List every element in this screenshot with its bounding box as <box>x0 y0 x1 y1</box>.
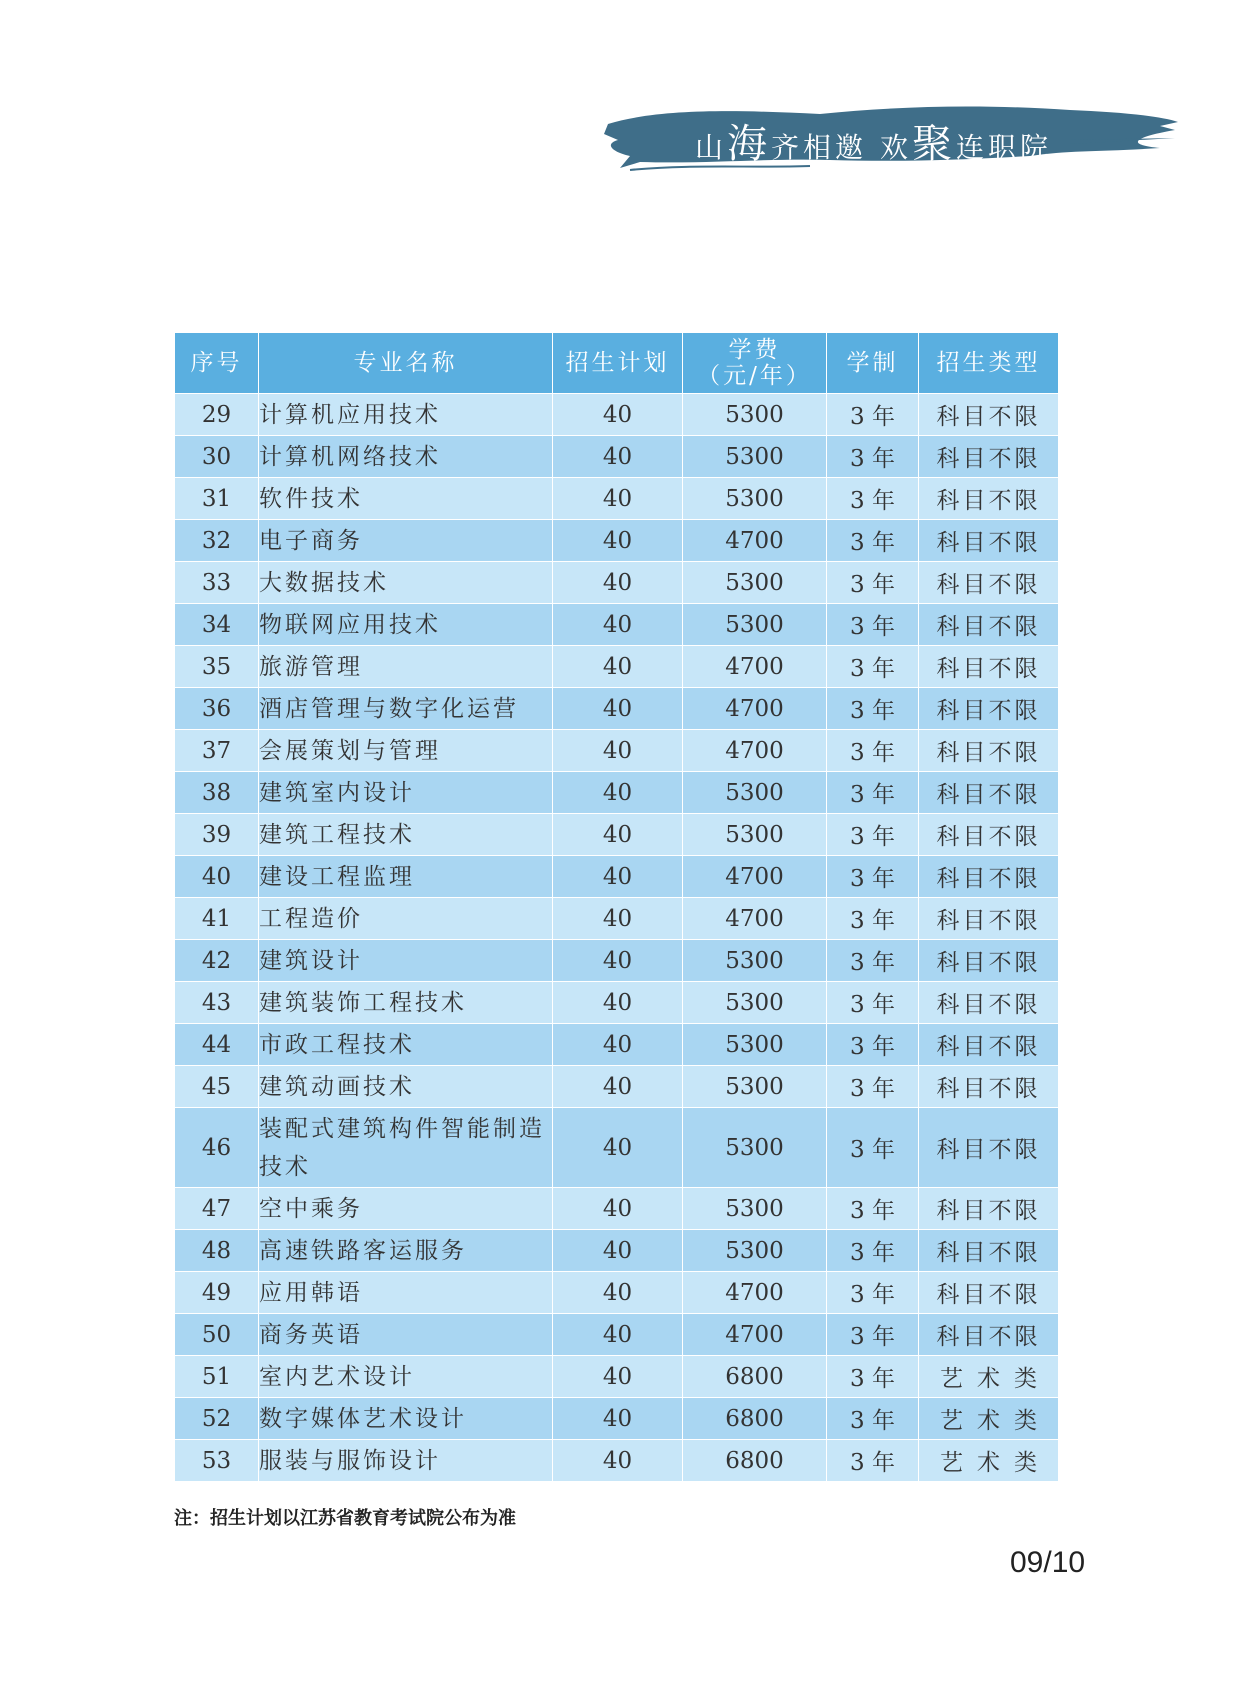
cell-fee: 5300 <box>683 940 827 982</box>
cell-no: 31 <box>175 478 259 520</box>
cell-name: 酒店管理与数字化运营 <box>259 688 553 730</box>
cell-no: 45 <box>175 1066 259 1108</box>
cell-type: 科目不限 <box>919 982 1059 1024</box>
cell-type: 科目不限 <box>919 562 1059 604</box>
cell-no: 48 <box>175 1230 259 1272</box>
cell-type: 科目不限 <box>919 898 1059 940</box>
cell-no: 39 <box>175 814 259 856</box>
table-row <box>175 730 1059 772</box>
table-row <box>175 604 1059 646</box>
table-body <box>175 394 1059 1482</box>
cell-no: 38 <box>175 772 259 814</box>
cell-no: 47 <box>175 1188 259 1230</box>
table-row <box>175 562 1059 604</box>
cell-name: 数字媒体艺术设计 <box>259 1398 553 1440</box>
header-no: 序号 <box>175 333 259 394</box>
cell-fee: 5300 <box>683 436 827 478</box>
cell-name: 软件技术 <box>259 478 553 520</box>
cell-plan: 40 <box>553 1230 683 1272</box>
cell-plan: 40 <box>553 562 683 604</box>
cell-years: 3 年 <box>827 646 919 688</box>
cell-type: 科目不限 <box>919 394 1059 436</box>
cell-type: 科目不限 <box>919 604 1059 646</box>
cell-fee: 5300 <box>683 394 827 436</box>
cell-plan: 40 <box>553 940 683 982</box>
cell-years: 3 年 <box>827 688 919 730</box>
cell-years: 3 年 <box>827 1440 919 1482</box>
cell-type: 科目不限 <box>919 1314 1059 1356</box>
table-row <box>175 646 1059 688</box>
cell-years: 3 年 <box>827 730 919 772</box>
cell-name: 室内艺术设计 <box>259 1356 553 1398</box>
cell-years: 3 年 <box>827 1066 919 1108</box>
banner <box>600 100 1180 175</box>
cell-name: 高速铁路客运服务 <box>259 1230 553 1272</box>
cell-type: 科目不限 <box>919 814 1059 856</box>
cell-type: 科目不限 <box>919 940 1059 982</box>
cell-plan: 40 <box>553 730 683 772</box>
cell-no: 33 <box>175 562 259 604</box>
cell-plan: 40 <box>553 604 683 646</box>
cell-fee: 4700 <box>683 730 827 772</box>
cell-fee: 5300 <box>683 982 827 1024</box>
cell-years: 3 年 <box>827 478 919 520</box>
header-type: 招生类型 <box>919 333 1059 394</box>
cell-no: 42 <box>175 940 259 982</box>
cell-no: 29 <box>175 394 259 436</box>
cell-type: 科目不限 <box>919 436 1059 478</box>
cell-fee: 5300 <box>683 604 827 646</box>
enrollment-table <box>174 332 1059 1482</box>
cell-fee: 4700 <box>683 856 827 898</box>
header-fee-line1: 学费 <box>728 337 781 363</box>
table-row <box>175 1108 1059 1188</box>
cell-no: 40 <box>175 856 259 898</box>
cell-fee: 5300 <box>683 1230 827 1272</box>
cell-name: 大数据技术 <box>259 562 553 604</box>
cell-type: 艺术类 <box>919 1356 1059 1398</box>
cell-type: 科目不限 <box>919 478 1059 520</box>
cell-years: 3 年 <box>827 562 919 604</box>
cell-plan: 40 <box>553 478 683 520</box>
cell-fee: 4700 <box>683 1272 827 1314</box>
table-row <box>175 688 1059 730</box>
cell-years: 3 年 <box>827 982 919 1024</box>
cell-fee: 5300 <box>683 1066 827 1108</box>
cell-plan: 40 <box>553 646 683 688</box>
table-row <box>175 520 1059 562</box>
cell-type: 科目不限 <box>919 1108 1059 1188</box>
cell-name: 旅游管理 <box>259 646 553 688</box>
table-header-row <box>175 333 1059 394</box>
cell-name: 商务英语 <box>259 1314 553 1356</box>
cell-plan: 40 <box>553 856 683 898</box>
cell-fee: 5300 <box>683 1108 827 1188</box>
cell-name: 建筑工程技术 <box>259 814 553 856</box>
cell-name: 建筑装饰工程技术 <box>259 982 553 1024</box>
cell-name: 工程造价 <box>259 898 553 940</box>
table-row <box>175 436 1059 478</box>
cell-name: 计算机网络技术 <box>259 436 553 478</box>
cell-fee: 5300 <box>683 1024 827 1066</box>
table-row <box>175 1188 1059 1230</box>
banner-char1: 山 <box>695 131 728 164</box>
table-row <box>175 1398 1059 1440</box>
table-row <box>175 814 1059 856</box>
banner-text1: 齐相邀 <box>771 131 868 164</box>
table-row <box>175 982 1059 1024</box>
cell-name: 建筑设计 <box>259 940 553 982</box>
cell-fee: 5300 <box>683 1188 827 1230</box>
cell-fee: 5300 <box>683 772 827 814</box>
cell-type: 科目不限 <box>919 646 1059 688</box>
footnote: 注：招生计划以江苏省教育考试院公布为准 <box>174 1508 516 1529</box>
cell-years: 3 年 <box>827 772 919 814</box>
header-plan: 招生计划 <box>553 333 683 394</box>
cell-name: 市政工程技术 <box>259 1024 553 1066</box>
cell-no: 37 <box>175 730 259 772</box>
cell-years: 3 年 <box>827 436 919 478</box>
cell-name: 服装与服饰设计 <box>259 1440 553 1482</box>
cell-fee: 4700 <box>683 1314 827 1356</box>
cell-plan: 40 <box>553 1188 683 1230</box>
cell-plan: 40 <box>553 1066 683 1108</box>
banner-char2: 海 <box>727 121 772 167</box>
cell-type: 科目不限 <box>919 520 1059 562</box>
table-row <box>175 898 1059 940</box>
cell-fee: 6800 <box>683 1398 827 1440</box>
cell-plan: 40 <box>553 1314 683 1356</box>
header-years: 学制 <box>827 333 919 394</box>
cell-fee: 6800 <box>683 1440 827 1482</box>
cell-fee: 4700 <box>683 646 827 688</box>
cell-no: 32 <box>175 520 259 562</box>
cell-plan: 40 <box>553 688 683 730</box>
table-row <box>175 1272 1059 1314</box>
table-row <box>175 1024 1059 1066</box>
cell-no: 36 <box>175 688 259 730</box>
cell-no: 51 <box>175 1356 259 1398</box>
cell-type: 科目不限 <box>919 1272 1059 1314</box>
cell-plan: 40 <box>553 898 683 940</box>
header-fee-line2: （元/年） <box>697 363 812 389</box>
cell-plan: 40 <box>553 1398 683 1440</box>
header-fee <box>683 333 827 394</box>
cell-fee: 4700 <box>683 520 827 562</box>
cell-name: 电子商务 <box>259 520 553 562</box>
cell-no: 30 <box>175 436 259 478</box>
cell-type: 科目不限 <box>919 1024 1059 1066</box>
banner-slogan <box>695 112 1052 169</box>
banner-char3: 聚 <box>911 121 956 167</box>
cell-name: 物联网应用技术 <box>259 604 553 646</box>
cell-fee: 5300 <box>683 478 827 520</box>
cell-plan: 40 <box>553 1356 683 1398</box>
cell-years: 3 年 <box>827 814 919 856</box>
table-row <box>175 1066 1059 1108</box>
cell-no: 41 <box>175 898 259 940</box>
table-row <box>175 1314 1059 1356</box>
page-number: 09/10 <box>1010 1546 1086 1579</box>
cell-plan: 40 <box>553 1024 683 1066</box>
cell-no: 43 <box>175 982 259 1024</box>
cell-name: 空中乘务 <box>259 1188 553 1230</box>
cell-years: 3 年 <box>827 1108 919 1188</box>
cell-plan: 40 <box>553 1108 683 1188</box>
cell-fee: 4700 <box>683 688 827 730</box>
cell-fee: 5300 <box>683 814 827 856</box>
cell-type: 科目不限 <box>919 730 1059 772</box>
cell-type: 科目不限 <box>919 856 1059 898</box>
cell-years: 3 年 <box>827 1230 919 1272</box>
table-row <box>175 940 1059 982</box>
table-row <box>175 1440 1059 1482</box>
cell-fee: 4700 <box>683 898 827 940</box>
cell-plan: 40 <box>553 814 683 856</box>
cell-name: 装配式建筑构件智能制造技术 <box>259 1108 553 1188</box>
cell-years: 3 年 <box>827 1188 919 1230</box>
cell-no: 52 <box>175 1398 259 1440</box>
cell-plan: 40 <box>553 772 683 814</box>
cell-years: 3 年 <box>827 898 919 940</box>
cell-no: 53 <box>175 1440 259 1482</box>
cell-years: 3 年 <box>827 1024 919 1066</box>
table-row <box>175 394 1059 436</box>
banner-text2: 欢 <box>879 131 912 164</box>
cell-type: 艺术类 <box>919 1440 1059 1482</box>
cell-plan: 40 <box>553 1272 683 1314</box>
cell-years: 3 年 <box>827 520 919 562</box>
cell-type: 科目不限 <box>919 1066 1059 1108</box>
cell-years: 3 年 <box>827 940 919 982</box>
cell-years: 3 年 <box>827 394 919 436</box>
cell-no: 46 <box>175 1108 259 1188</box>
cell-no: 49 <box>175 1272 259 1314</box>
cell-plan: 40 <box>553 520 683 562</box>
cell-plan: 40 <box>553 394 683 436</box>
cell-years: 3 年 <box>827 1356 919 1398</box>
cell-no: 50 <box>175 1314 259 1356</box>
cell-type: 科目不限 <box>919 688 1059 730</box>
cell-name: 建筑动画技术 <box>259 1066 553 1108</box>
cell-years: 3 年 <box>827 1314 919 1356</box>
cell-fee: 5300 <box>683 562 827 604</box>
cell-years: 3 年 <box>827 604 919 646</box>
cell-plan: 40 <box>553 436 683 478</box>
cell-type: 艺术类 <box>919 1398 1059 1440</box>
table-row <box>175 1356 1059 1398</box>
cell-name: 应用韩语 <box>259 1272 553 1314</box>
header-name: 专业名称 <box>259 333 553 394</box>
cell-plan: 40 <box>553 982 683 1024</box>
cell-name: 计算机应用技术 <box>259 394 553 436</box>
cell-type: 科目不限 <box>919 772 1059 814</box>
cell-years: 3 年 <box>827 1398 919 1440</box>
cell-name: 会展策划与管理 <box>259 730 553 772</box>
cell-no: 44 <box>175 1024 259 1066</box>
cell-years: 3 年 <box>827 856 919 898</box>
cell-no: 34 <box>175 604 259 646</box>
cell-fee: 6800 <box>683 1356 827 1398</box>
cell-type: 科目不限 <box>919 1188 1059 1230</box>
table-row <box>175 478 1059 520</box>
cell-no: 35 <box>175 646 259 688</box>
cell-plan: 40 <box>553 1440 683 1482</box>
table-row <box>175 772 1059 814</box>
cell-type: 科目不限 <box>919 1230 1059 1272</box>
banner-text3: 连职院 <box>955 131 1052 164</box>
cell-name: 建筑室内设计 <box>259 772 553 814</box>
table-row <box>175 1230 1059 1272</box>
cell-name: 建设工程监理 <box>259 856 553 898</box>
cell-years: 3 年 <box>827 1272 919 1314</box>
table-row <box>175 856 1059 898</box>
